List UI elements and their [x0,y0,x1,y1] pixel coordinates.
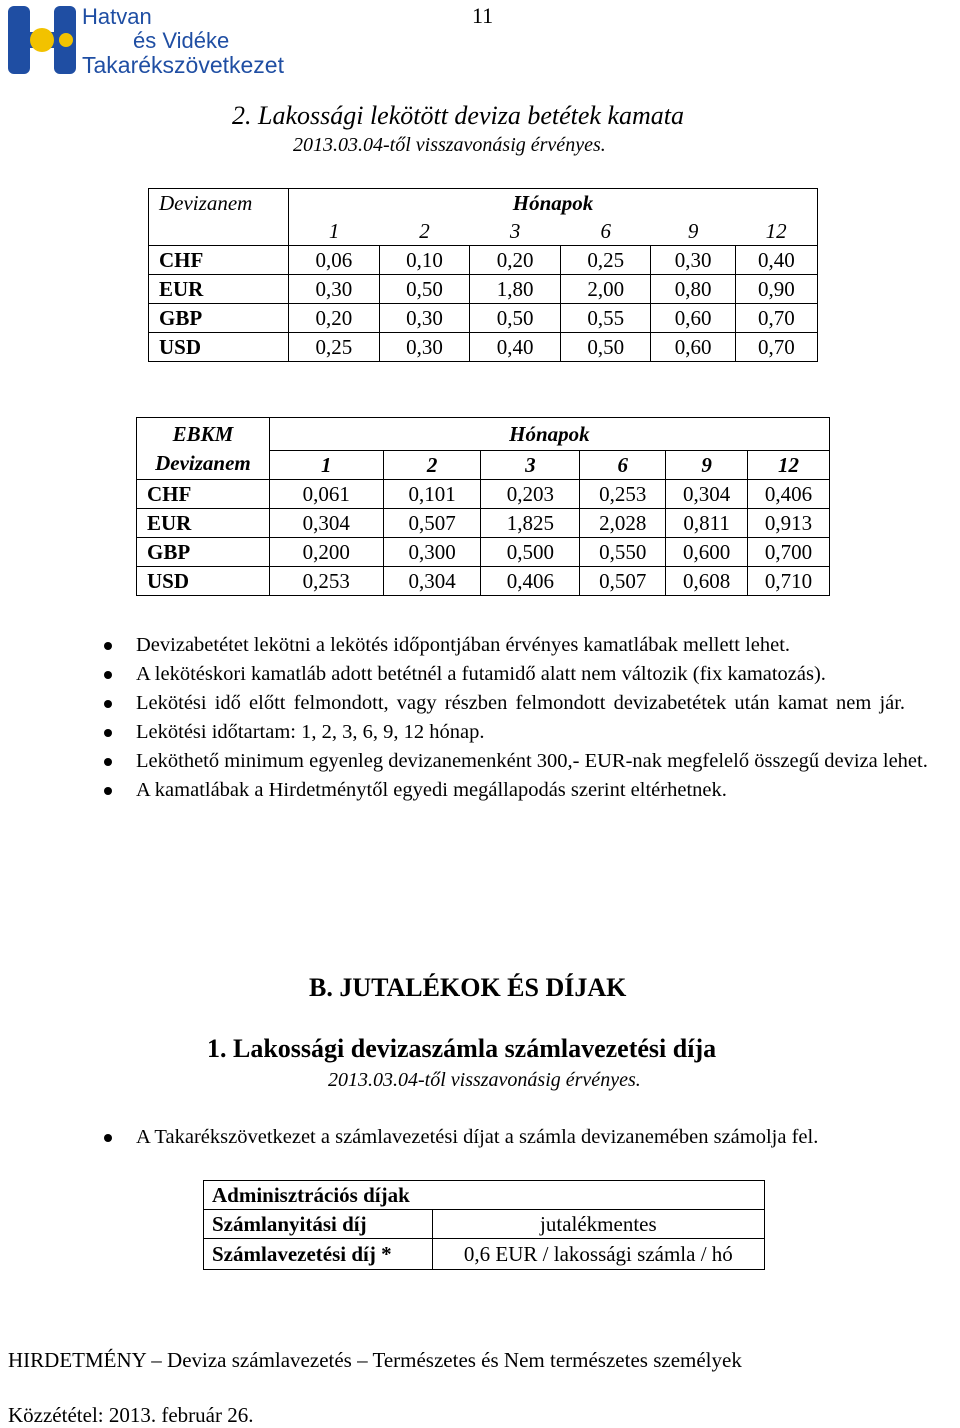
logo-text-line2: és Vidéke [133,28,230,53]
currency-cell: USD [149,333,289,362]
rate-cell: 0,500 [481,538,580,567]
rate-cell: 0,50 [470,304,561,333]
table-row [137,567,830,596]
bullet-icon [104,671,112,679]
month-header: 6 [560,217,651,246]
month-header: 9 [651,217,735,246]
currency-cell: CHF [149,246,289,275]
section-b-notes [136,1123,958,1152]
rate-cell: 0,30 [379,333,470,362]
rate-cell: 0,600 [666,538,748,567]
currency-column-header: Devizanem [149,189,289,218]
notes-list [136,631,958,805]
fee-label: Számlavezetési díj * [204,1239,433,1270]
rate-cell: 0,25 [289,333,380,362]
rate-cell: 0,700 [748,538,830,567]
table-row [137,538,830,567]
fee-label: Számlanyitási díj [204,1210,433,1239]
currency-cell: EUR [137,509,270,538]
rate-cell: 0,507 [580,567,666,596]
ebkm-month-header: 9 [666,451,748,480]
rate-cell: 0,70 [735,333,817,362]
bullet-icon [104,642,112,650]
ebkm-month-header: 12 [748,451,830,480]
rate-cell: 0,40 [735,246,817,275]
ebkm-month-header: 3 [481,451,580,480]
rate-cell: 0,50 [379,275,470,304]
ebkm-month-header: 2 [383,451,481,480]
rate-cell: 0,60 [651,333,735,362]
rate-cell: 0,90 [735,275,817,304]
fee-table [203,1180,765,1270]
rate-cell: 0,061 [269,480,383,509]
rate-cell: 0,60 [651,304,735,333]
rate-cell: 0,253 [269,567,383,596]
rate-cell: 0,200 [269,538,383,567]
rate-cell: 0,50 [560,333,651,362]
rate-cell: 0,507 [383,509,481,538]
rate-cell: 0,20 [470,246,561,275]
rate-cell: 0,608 [666,567,748,596]
rate-cell: 0,406 [748,480,830,509]
rate-cell: 0,40 [470,333,561,362]
currency-cell: CHF [137,480,270,509]
list-item: Devizabetétet lekötni a lekötés időpontjában érvényes kamatlábak mellett lehet. [136,631,958,660]
month-header: 12 [735,217,817,246]
month-header: 1 [289,217,380,246]
logo-text-line3: Takarékszövetkezet [82,52,284,78]
rate-cell: 0,25 [560,246,651,275]
table-row [149,275,818,304]
months-header: Hónapok [289,189,818,218]
company-logo [6,4,306,78]
rate-cell: 0,811 [666,509,748,538]
list-item: Leköthető minimum egyenleg devizanemenként 300,- EUR-nak megfelelő összegű deviza lehet. [136,747,958,776]
list-item: Lekötési idő előtt felmondott, vagy részben felmondott devizabetétek után kamat nem jár. [136,689,958,718]
rate-cell: 0,550 [580,538,666,567]
ebkm-month-header: 6 [580,451,666,480]
footer-date: Közzététel: 2013. február 26. [8,1403,254,1427]
rate-cell: 0,101 [383,480,481,509]
table-row [149,304,818,333]
logo-mark-icon [6,4,78,76]
currency-cell: GBP [137,538,270,567]
table-row [149,246,818,275]
list-item: Lekötési időtartam: 1, 2, 3, 6, 9, 12 hónap. [136,718,958,747]
month-header: 2 [379,217,470,246]
rate-cell: 0,203 [481,480,580,509]
bullet-icon [104,758,112,766]
currency-cell: EUR [149,275,289,304]
rate-cell: 2,00 [560,275,651,304]
currency-cell: GBP [149,304,289,333]
bullet-icon [104,729,112,737]
rate-cell: 0,913 [748,509,830,538]
rate-cell: 0,30 [379,304,470,333]
validity-text: 2013.03.04-től visszavonásig érvényes. [293,134,606,156]
rate-cell: 0,70 [735,304,817,333]
month-header: 3 [470,217,561,246]
ebkm-months-header: Hónapok [269,418,829,451]
section-b-validity: 2013.03.04-től visszavonásig érvényes. [328,1069,641,1091]
rate-cell: 0,10 [379,246,470,275]
ebkm-header: EBKM [137,418,270,451]
ebkm-month-header: 1 [269,451,383,480]
rate-cell: 0,304 [269,509,383,538]
bullet-icon [104,1134,112,1142]
rate-cell: 1,80 [470,275,561,304]
bullet-icon [104,700,112,708]
rate-cell: 0,55 [560,304,651,333]
rate-cell: 0,300 [383,538,481,567]
bullet-icon [104,787,112,795]
page-number: 11 [472,3,494,28]
rate-cell: 0,304 [383,567,481,596]
rate-cell: 1,825 [481,509,580,538]
rate-cell: 0,06 [289,246,380,275]
table-row [137,509,830,538]
rates-table [148,188,818,362]
rate-cell: 2,028 [580,509,666,538]
fee-value: jutalékmentes [432,1210,764,1239]
fee-value: 0,6 EUR / lakossági számla / hó [432,1239,764,1270]
fee-table-header: Adminisztrációs díjak [204,1181,765,1210]
section-b-title: B. JUTALÉKOK ÉS DÍJAK [309,973,627,1002]
rate-cell: 0,406 [481,567,580,596]
rate-cell: 0,710 [748,567,830,596]
section-title: 2. Lakossági lekötött deviza betétek kamata [232,101,685,130]
rate-cell: 0,304 [666,480,748,509]
rate-cell: 0,80 [651,275,735,304]
table-row [149,333,818,362]
table-row [137,480,830,509]
section-b-subtitle: 1. Lakossági devizaszámla számlavezetési díja [207,1034,717,1063]
ebkm-currency-header: Devizanem [137,451,270,480]
rate-cell: 0,30 [651,246,735,275]
footer-title: HIRDETMÉNY – Deviza számlavezetés – Természetes és Nem természetes személyek [8,1348,742,1372]
rate-cell: 0,253 [580,480,666,509]
ebkm-table [136,417,830,596]
list-item: A Takarékszövetkezet a számlavezetési díjat a számla devizanemében számolja fel. [136,1123,958,1152]
list-item: A lekötéskori kamatláb adott betétnél a futamidő alatt nem változik (fix kamatozás). [136,660,958,689]
rate-cell: 0,20 [289,304,380,333]
currency-cell: USD [137,567,270,596]
list-item: A kamatlábak a Hirdetménytől egyedi megállapodás szerint eltérhetnek. [136,776,958,805]
rate-cell: 0,30 [289,275,380,304]
logo-text-line1: Hatvan [82,4,152,29]
